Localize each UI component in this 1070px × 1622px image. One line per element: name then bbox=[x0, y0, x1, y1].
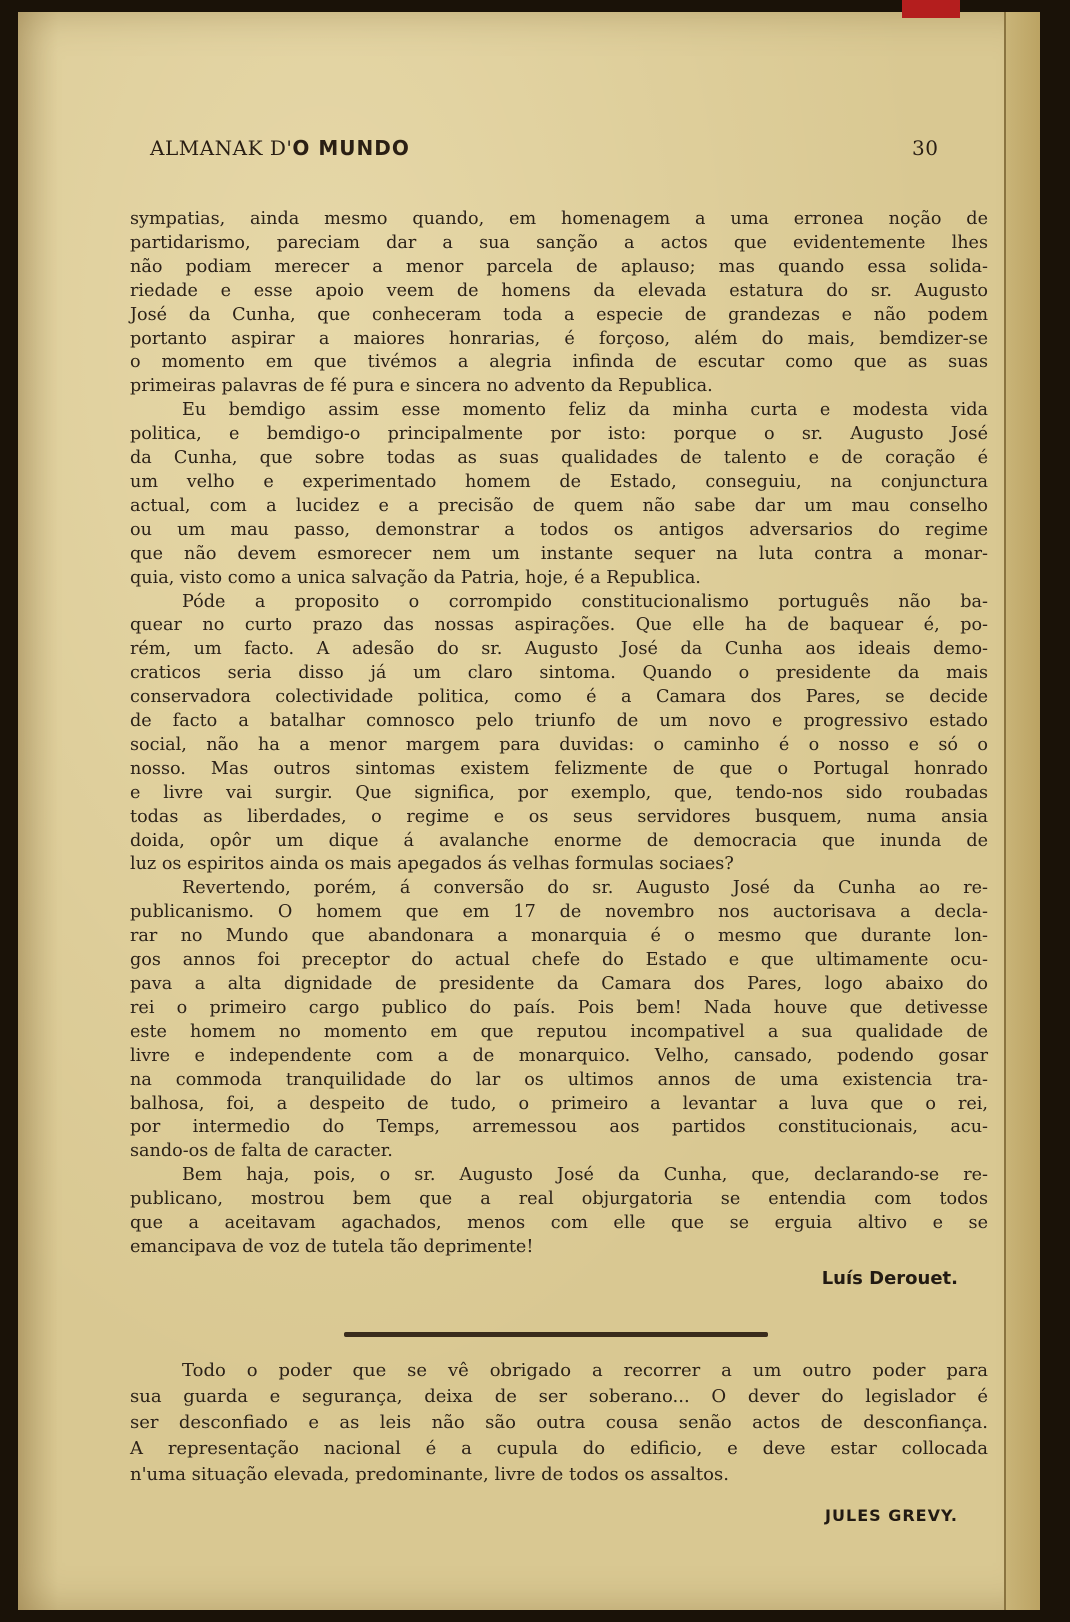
article-line: de facto a batalhar comnosco pelo triunfo de um novo e progressivo estado bbox=[130, 711, 988, 732]
article-signature: Luís Derouet. bbox=[821, 1268, 958, 1289]
quote-line: Todo o poder que se vê obrigado a recorrer a um outro poder para bbox=[182, 1360, 988, 1381]
article-line: publicanismo. O homem que em 17 de novembro nos auctorisava a decla- bbox=[130, 902, 988, 923]
quote-author: JULES GREVY. bbox=[825, 1506, 958, 1525]
article-line: todas as liberdades, o regime e os seus servidores busquem, numa ansia bbox=[130, 806, 988, 827]
article-line: da Cunha, que sobre todas as suas qualidades de talento e de coração é bbox=[130, 448, 988, 469]
article-line: politica, e bemdigo-o principalmente por isto: porque o sr. Augusto José bbox=[130, 424, 988, 445]
article-line: doida, opôr um dique á avalanche enorme de democracia que inunda de bbox=[130, 830, 988, 851]
article-line: este homem no momento em que reputou incompativel a sua qualidade de bbox=[130, 1021, 988, 1042]
article-line: rar no Mundo que abandonara a monarquia é o mesmo que durante lon- bbox=[130, 926, 988, 947]
article-line: José da Cunha, que conheceram toda a especie de grandezas e não podem bbox=[130, 304, 988, 325]
article-line: primeiras palavras de fé pura e sincera no advento da Republica. bbox=[130, 376, 713, 397]
article-line: quia, visto como a unica salvação da Patria, hoje, é a Republica. bbox=[130, 567, 701, 588]
article-line: na commoda tranquilidade do lar os ultimos annos de uma existencia tra- bbox=[130, 1069, 988, 1090]
article-line: Póde a proposito o corrompido constitucionalismo português não ba- bbox=[182, 591, 988, 612]
article-line: sando-os de falta de caracter. bbox=[130, 1141, 393, 1162]
article-line: um velho e experimentado homem de Estado, conseguiu, na conjunctura bbox=[130, 471, 988, 492]
article-line: e livre vai surgir. Que significa, por exemplo, que, tendo-nos sido roubadas bbox=[130, 782, 988, 803]
article-line: emancipava de voz de tutela tão deprimente! bbox=[130, 1236, 534, 1257]
article-line: que não devem esmorecer nem um instante sequer na luta contra a monar- bbox=[130, 543, 988, 564]
article-line: não podiam merecer a menor parcela de aplauso; mas quando essa solida- bbox=[130, 256, 988, 277]
article-line: conservadora colectividade politica, como é a Camara dos Pares, se decide bbox=[130, 687, 988, 708]
quote-line: ser desconfiado e as leis não são outra cousa senão actos de desconfiança. bbox=[130, 1412, 988, 1433]
article-line: livre e independente com a de monarquico. Velho, cansado, podendo gosar bbox=[130, 1045, 988, 1066]
article-line: portanto aspirar a maiores honrarias, é forçoso, além do mais, bemdizer-se bbox=[130, 328, 988, 349]
article-line: rei o primeiro cargo publico do país. Pois bem! Nada houve que detivesse bbox=[130, 997, 988, 1018]
article-line: rém, um facto. A adesão do sr. Augusto José da Cunha aos ideais demo- bbox=[130, 639, 988, 660]
article-line: Eu bemdigo assim esse momento feliz da minha curta e modesta vida bbox=[182, 400, 988, 421]
article-body bbox=[130, 208, 988, 1260]
article-line: gos annos foi preceptor do actual chefe do Estado e que ultimamente ocu- bbox=[130, 950, 988, 971]
header-title-brand: O MUNDO bbox=[292, 136, 410, 160]
section-divider bbox=[344, 1332, 768, 1337]
running-header bbox=[150, 136, 980, 166]
article-line: social, não ha a menor margem para duvidas: o caminho é o nosso e só o bbox=[130, 734, 988, 755]
article-line: Bem haja, pois, o sr. Augusto José da Cunha, que, declarando-se re- bbox=[182, 1165, 988, 1186]
quote-line: A representação nacional é a cupula do edificio, e deve estar collocada bbox=[130, 1438, 988, 1459]
article-line: o momento em que tivémos a alegria infinda de escutar como que as suas bbox=[130, 352, 988, 373]
article-line: publicano, mostrou bem que a real objurgatoria se entendia com todos bbox=[130, 1189, 988, 1210]
header-title-prefix: ALMANAK D' bbox=[150, 136, 293, 160]
red-page-tab bbox=[902, 0, 960, 18]
quote-body bbox=[130, 1358, 988, 1488]
article-line: quear no curto prazo das nossas aspirações. Que elle ha de baquear é, po- bbox=[130, 615, 988, 636]
article-line: nosso. Mas outros sintomas existem felizmente de que o Portugal honrado bbox=[130, 758, 988, 779]
book-page bbox=[18, 12, 1040, 1610]
quote-line: sua guarda e segurança, deixa de ser soberano... O dever do legislador é bbox=[130, 1386, 988, 1407]
article-line: que a aceitavam agachados, menos com elle que se erguia altivo e se bbox=[130, 1213, 988, 1234]
article-line: craticos seria disso já um claro sintoma. Quando o presidente da mais bbox=[130, 663, 988, 684]
article-line: Revertendo, porém, á conversão do sr. Augusto José da Cunha ao re- bbox=[182, 878, 988, 899]
article-line: riedade e esse apoio veem de homens da elevada estatura do sr. Augusto bbox=[130, 280, 988, 301]
page-number: 30 bbox=[912, 136, 939, 160]
article-line: partidarismo, pareciam dar a sua sanção a actos que evidentemente lhes bbox=[130, 232, 988, 253]
article-line: pava a alta dignidade de presidente da Camara dos Pares, logo abaixo do bbox=[130, 974, 988, 994]
article-line: actual, com a lucidez e a precisão de quem não sabe dar um mau conselho bbox=[130, 495, 988, 516]
page-edge bbox=[1004, 12, 1040, 1610]
article-line: balhosa, foi, a despeito de tudo, o primeiro a levantar a luva que o rei, bbox=[130, 1093, 988, 1114]
article-line: por intermedio do Temps, arremessou aos partidos constitucionais, acu- bbox=[130, 1117, 988, 1138]
article-line: ou um mau passo, demonstrar a todos os antigos adversarios do regime bbox=[130, 519, 988, 540]
header-title bbox=[150, 136, 410, 160]
quote-line: n'uma situação elevada, predominante, livre de todos os assaltos. bbox=[130, 1464, 729, 1485]
article-line: sympatias, ainda mesmo quando, em homenagem a uma erronea noção de bbox=[130, 209, 988, 229]
article-line: luz os espiritos ainda os mais apegados ás velhas formulas sociaes? bbox=[130, 854, 734, 875]
